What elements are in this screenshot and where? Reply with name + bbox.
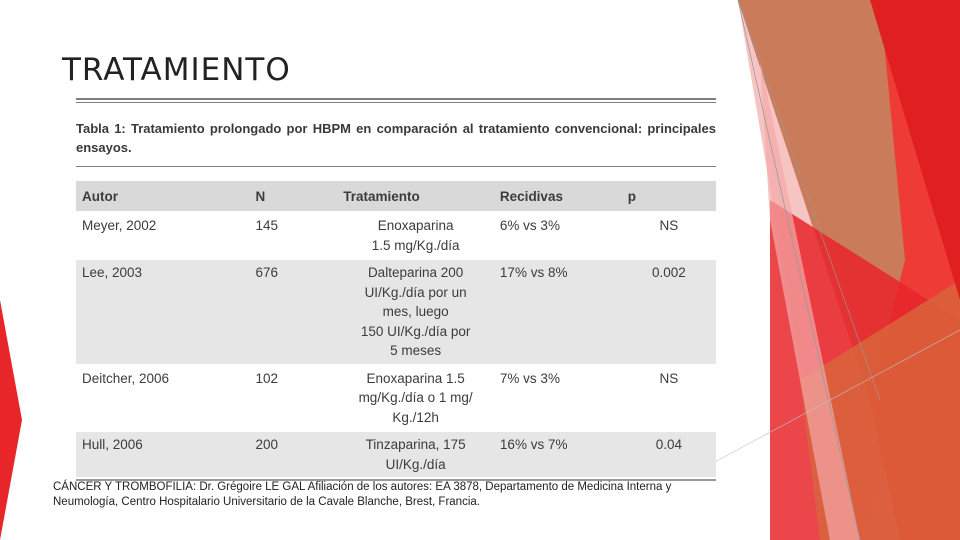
cell-n: 145 (249, 212, 337, 259)
cell-recidivas: 6% vs 3% (494, 212, 622, 259)
header-tratamiento: Tratamiento (337, 181, 494, 212)
cell-tratamiento: Enoxaparina 1.5 mg/Kg./día o 1 mg/ Kg./12h (337, 365, 494, 432)
cell-autor: Hull, 2006 (76, 431, 249, 478)
cell-p: 0.002 (622, 259, 716, 365)
cell-p: NS (622, 365, 716, 432)
cell-autor: Deitcher, 2006 (76, 365, 249, 432)
header-autor: Autor (76, 181, 249, 212)
top-rule-thin (76, 102, 716, 103)
source-citation: CÁNCER Y TROMBOFILIA: Dr. Grégoire LE GAL Afiliación de los autores: EA 3878, Departamento de Medicina Interna y Neumología, Centro Hospitalario Universitario de la Cavale Blanche, Brest, Francia. (53, 481, 672, 508)
header-n: N (249, 181, 337, 212)
table-row (76, 212, 716, 259)
cell-tratamiento: Enoxaparina 1.5 mg/Kg./día (337, 212, 494, 259)
cell-n: 676 (249, 259, 337, 365)
cell-autor: Meyer, 2002 (76, 212, 249, 259)
table-header-row (76, 181, 716, 212)
cell-tratamiento: Dalteparina 200 UI/Kg./día por un mes, luego 150 UI/Kg./día por 5 meses (337, 259, 494, 365)
table-row (76, 365, 716, 432)
table-figure (76, 98, 716, 481)
table-row (76, 259, 716, 365)
header-p: p (622, 181, 716, 212)
top-rule (76, 98, 716, 100)
table-row (76, 431, 716, 478)
cell-tratamiento: Tinzaparina, 175 UI/Kg./día (337, 431, 494, 478)
cell-p: 0.04 (622, 431, 716, 478)
caption-rule (76, 166, 716, 167)
trials-table (76, 181, 716, 479)
cell-recidivas: 16% vs 7% (494, 431, 622, 478)
cell-autor: Lee, 2003 (76, 259, 249, 365)
cell-p: NS (622, 212, 716, 259)
cell-recidivas: 17% vs 8% (494, 259, 622, 365)
cell-n: 200 (249, 431, 337, 478)
slide-title: TRATAMIENTO (62, 52, 291, 88)
cell-n: 102 (249, 365, 337, 432)
table-caption: Tabla 1: Tratamiento prolongado por HBPM en comparación al tratamiento convencional: principales ensayos. (76, 121, 716, 155)
cell-recidivas: 7% vs 3% (494, 365, 622, 432)
header-recidivas: Recidivas (494, 181, 622, 212)
